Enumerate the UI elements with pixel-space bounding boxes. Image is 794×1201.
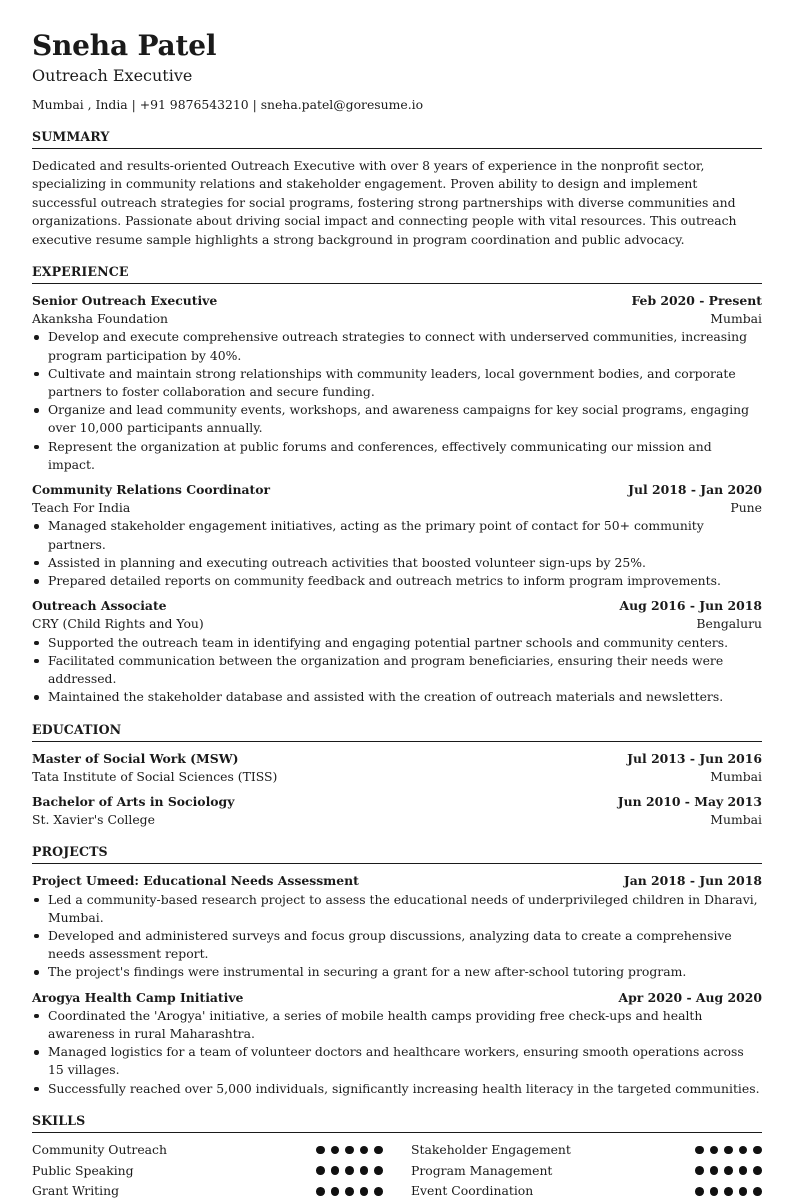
skill-rating xyxy=(695,1166,762,1175)
skill-dot xyxy=(710,1166,719,1175)
section-heading-skills: SKILLS xyxy=(32,1113,762,1133)
section-heading-projects: PROJECTS xyxy=(32,844,762,864)
skill-item xyxy=(411,1161,762,1180)
skill-rating xyxy=(316,1146,383,1155)
skill-rating xyxy=(316,1166,383,1175)
bullet-item: Cultivate and maintain strong relationships with community leaders, local government bodies, and corporate partners to foster collaboration and secure funding. xyxy=(32,365,762,401)
skill-rating xyxy=(695,1187,762,1196)
skill-dot xyxy=(374,1187,383,1196)
candidate-title: Outreach Executive xyxy=(32,66,193,85)
skill-name: Grant Writing xyxy=(32,1183,120,1199)
skill-dot xyxy=(360,1187,369,1196)
skill-dot xyxy=(695,1166,704,1175)
organization-name: Teach For India xyxy=(32,500,131,516)
skill-name: Program Management xyxy=(411,1162,553,1178)
summary-text: Dedicated and results-oriented Outreach Executive with over 8 years of experience in the nonprofit sector, specializing in community relations and stakeholder engagement. Proven ability to design and implement successful outreach strategies for social programs, fostering strong partnerships with diverse communities and organizations. Passionate about driving social impact and connecting people with vital resources. This outreach executive resume sample highlights a strong background in program coordination and public advocacy. xyxy=(32,158,737,247)
bullet-item: Assisted in planning and executing outreach activities that boosted volunteer sign-ups by 25%. xyxy=(32,554,762,572)
project-entry xyxy=(32,872,762,981)
skill-dot xyxy=(345,1146,354,1155)
degree-name: Master of Social Work (MSW) xyxy=(32,750,239,766)
skill-dot xyxy=(360,1146,369,1155)
bullet-item: Facilitated communication between the organization and program beneficiaries, ensuring their needs were addressed. xyxy=(32,652,762,688)
skill-rating xyxy=(695,1146,762,1155)
skill-dot xyxy=(345,1187,354,1196)
school-name: Tata Institute of Social Sciences (TISS) xyxy=(32,768,278,784)
skill-dot xyxy=(695,1187,704,1196)
project-dates: Apr 2020 - Aug 2020 xyxy=(618,989,762,1005)
job-location: Mumbai xyxy=(710,311,762,327)
skill-dot xyxy=(345,1166,354,1175)
bullet-item: Develop and execute comprehensive outreach strategies to connect with underserved communities, increasing program participation by 40%. xyxy=(32,328,762,364)
section-heading-summary: SUMMARY xyxy=(32,129,762,149)
school-location: Mumbai xyxy=(710,768,762,784)
job-title: Outreach Associate xyxy=(32,598,167,614)
skill-dot xyxy=(739,1146,748,1155)
skill-dot xyxy=(331,1166,340,1175)
skill-dot xyxy=(695,1146,704,1155)
bullet-item: Maintained the stakeholder database and assisted with the creation of outreach materials and newsletters. xyxy=(32,688,762,706)
skill-item xyxy=(411,1182,762,1201)
bullet-item: The project's findings were instrumental in securing a grant for a new after-school tutoring program. xyxy=(32,963,762,981)
organization-name: CRY (Child Rights and You) xyxy=(32,616,204,632)
skill-dot xyxy=(724,1187,733,1196)
skill-dot xyxy=(739,1166,748,1175)
bullet-item: Coordinated the 'Arogya' initiative, a series of mobile health camps providing free check-ups and health awareness in rural Maharashtra. xyxy=(32,1007,762,1043)
experience-entry xyxy=(32,292,762,474)
candidate-name: Sneha Patel xyxy=(32,29,217,62)
skill-dot xyxy=(374,1166,383,1175)
skill-dot xyxy=(331,1187,340,1196)
experience-entry xyxy=(32,481,762,590)
skill-dot xyxy=(331,1146,340,1155)
skill-rating xyxy=(316,1187,383,1196)
organization-name: Akanksha Foundation xyxy=(32,311,169,327)
skill-name: Public Speaking xyxy=(32,1162,134,1178)
project-name: Arogya Health Camp Initiative xyxy=(32,989,244,1005)
contact-line: Mumbai , India | +91 9876543210 | sneha.patel@goresume.io xyxy=(32,97,424,112)
bullet-item: Prepared detailed reports on community feedback and outreach metrics to inform program improvements. xyxy=(32,572,762,590)
skill-dot xyxy=(753,1166,762,1175)
skill-item xyxy=(32,1182,383,1201)
project-bullets xyxy=(32,891,762,982)
skill-name: Event Coordination xyxy=(411,1183,534,1199)
summary-section xyxy=(32,129,762,249)
skill-dot xyxy=(724,1166,733,1175)
job-dates: Aug 2016 - Jun 2018 xyxy=(619,598,762,614)
skill-dot xyxy=(724,1146,733,1155)
education-entry xyxy=(32,793,762,829)
bullet-item: Supported the outreach team in identifying and engaging potential partner schools and community centers. xyxy=(32,634,762,652)
skill-dot xyxy=(360,1166,369,1175)
project-entry xyxy=(32,989,762,1098)
job-location: Bengaluru xyxy=(696,616,762,632)
bullet-item: Represent the organization at public forums and conferences, effectively communicating our mission and impact. xyxy=(32,438,762,474)
education-entry xyxy=(32,750,762,786)
education-dates: Jun 2010 - May 2013 xyxy=(617,793,762,809)
skill-dot xyxy=(316,1166,325,1175)
skill-dot xyxy=(374,1146,383,1155)
skills-grid xyxy=(32,1141,762,1201)
section-heading-education: EDUCATION xyxy=(32,722,762,742)
degree-name: Bachelor of Arts in Sociology xyxy=(32,793,235,809)
skill-name: Stakeholder Engagement xyxy=(411,1141,571,1157)
skill-dot xyxy=(316,1146,325,1155)
school-location: Mumbai xyxy=(710,812,762,828)
skill-dot xyxy=(753,1187,762,1196)
job-dates: Feb 2020 - Present xyxy=(631,293,762,309)
skill-dot xyxy=(710,1187,719,1196)
projects-section xyxy=(32,844,762,1097)
bullet-item: Developed and administered surveys and focus group discussions, analyzing data to create a comprehensive needs assessment report. xyxy=(32,927,762,963)
project-dates: Jan 2018 - Jun 2018 xyxy=(623,873,762,889)
bullet-item: Successfully reached over 5,000 individuals, significantly increasing health literacy in the targeted communities. xyxy=(32,1080,762,1098)
project-name: Project Umeed: Educational Needs Assessment xyxy=(32,873,359,889)
bullet-item: Led a community-based research project to assess the educational needs of underprivileged children in Dharavi, Mumbai. xyxy=(32,891,762,927)
skill-item xyxy=(411,1141,762,1160)
skill-name: Community Outreach xyxy=(32,1141,167,1157)
skill-item xyxy=(32,1141,383,1160)
job-bullets xyxy=(32,634,762,707)
section-heading-experience: EXPERIENCE xyxy=(32,264,762,284)
job-bullets xyxy=(32,517,762,590)
skill-dot xyxy=(710,1146,719,1155)
bullet-item: Managed stakeholder engagement initiatives, acting as the primary point of contact for 50+ community partners. xyxy=(32,517,762,553)
job-dates: Jul 2018 - Jan 2020 xyxy=(628,482,762,498)
experience-entry xyxy=(32,597,762,706)
bullet-item: Managed logistics for a team of volunteer doctors and healthcare workers, ensuring smooth operations across 15 villages. xyxy=(32,1043,762,1079)
skills-section xyxy=(32,1113,762,1201)
skill-dot xyxy=(316,1187,325,1196)
job-location: Pune xyxy=(730,500,762,516)
school-name: St. Xavier's College xyxy=(32,812,155,828)
education-dates: Jul 2013 - Jun 2016 xyxy=(627,750,762,766)
resume-header xyxy=(32,28,762,114)
skill-dot xyxy=(739,1187,748,1196)
skill-dot xyxy=(753,1146,762,1155)
bullet-item: Organize and lead community events, workshops, and awareness campaigns for key social programs, engaging over 10,000 participants annually. xyxy=(32,401,762,437)
project-bullets xyxy=(32,1007,762,1098)
job-title: Community Relations Coordinator xyxy=(32,482,271,498)
job-bullets xyxy=(32,328,762,474)
skill-item xyxy=(32,1161,383,1180)
experience-section xyxy=(32,264,762,706)
education-section xyxy=(32,722,762,830)
job-title: Senior Outreach Executive xyxy=(32,293,218,309)
